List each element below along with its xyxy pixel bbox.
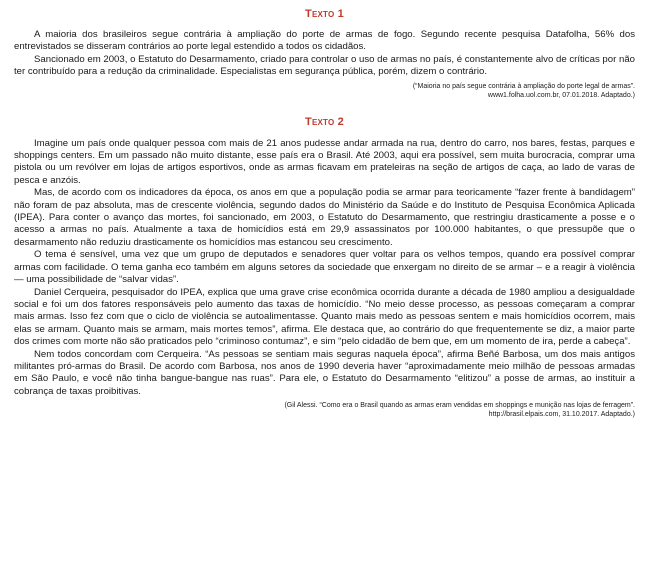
texto2-paragraph-3: O tema é sensível, uma vez que um grupo de deputados e senadores quer voltar para os velhos tempos, quando era possível comprar armas com facilidade. O tema ganha eco também em alguns setores da sociedade que enxergam no direito de se armar – e a reagir à violência — uma possibilidade de “salvar vidas”. xyxy=(14,249,635,286)
texto1-paragraph-1: A maioria dos brasileiros segue contrária à ampliação do porte de armas de fogo. Segundo recente pesquisa Datafolha, 56% dos entrevistados se disseram contrários ao porte legal estendido a todos os cidadãos. xyxy=(14,29,635,53)
texto1-source-line-2: www1.folha.uol.com.br, 07.01.2018. Adaptado.) xyxy=(487,91,635,99)
texto2-paragraph-2: Mas, de acordo com os indicadores da época, os anos em que a população podia se armar para teoricamente “fazer frente à bandidagem” não foram de paz absoluta, mas de crescente violência, segundo dados do Ministério da Saúde e do Instituto de Pesquisa Econômica Aplicada (IPEA). Para conter o avanço das mortes, foi sancionado, em 2003, o Estatuto do Desarmamento, que restringiu drasticamente a posse e o acesso a armas no país. Atualmente a taxa de homicídios está em 29,9 assassinatos por 100.000 habitantes, o que pressupõe que o desarmamento não reduziu drasticamente os homicídios mas estancou seu crescimento. xyxy=(14,187,635,248)
texto1-title xyxy=(14,8,635,20)
texto1-paragraph-2: Sancionado em 2003, o Estatuto do Desarmamento, criado para controlar o uso de armas no país, é constantemente alvo de críticas por não ter contribuído para a redução da criminalidade. Especialistas em segurança pública, porém, dizem o contrário. xyxy=(14,53,635,78)
texto2-paragraph-5: Nem todos concordam com Cerqueira. “As pessoas se sentiam mais seguras naquela época”, afirma Beñé Barbosa, um dos mais antigos militantes pró-armas do Brasil. De acordo com Barbosa, nos anos de 1990 deveria haver “aproximadamente meio milhão de pessoas armadas em São Paulo, e você não tinha bangue-bangue nas ruas”. Para ele, o Estatuto do Desarmamento “elitizou” a posse de armas, ao instituir a cobrança de taxas proibitivas. xyxy=(14,348,635,397)
texto2-source-line-1: (Gil Alessi. “Como era o Brasil quando as armas eram vendidas em shoppings e munição nas lojas de ferragem”. xyxy=(284,402,635,410)
texto2-source xyxy=(14,401,635,419)
texto1-title-text: Texto 1 xyxy=(305,8,344,20)
texto1-body xyxy=(14,29,635,79)
texto1-source xyxy=(14,82,635,100)
texto2-paragraph-1: Imagine um país onde qualquer pessoa com mais de 21 anos pudesse andar armada na rua, dentro do carro, nos bares, festas, parques e shoppings centers. Em um passado não muito distante, esse país era o Brasil. Até 2003, aqui era possível, sem muita burocracia, comprar uma pistola ou um revólver em lojas de artigos esportivos, onde as armas ficavam em prateleiras na seção de artigos de caça, ao lado de varas de pesca e anzóis. xyxy=(14,137,635,186)
texto2-source-line-2: http://brasil.elpais.com, 31.10.2017. Adaptado.) xyxy=(488,411,635,419)
texto2-title-text: Texto 2 xyxy=(305,115,344,128)
texto1-source-line-1: (“Maioria no país segue contrária à ampliação do porte legal de armas”. xyxy=(412,82,635,90)
texto2-body xyxy=(14,138,635,399)
texto2-paragraph-4: Daniel Cerqueira, pesquisador do IPEA, explica que uma grave crise econômica ocorrida durante a década de 1980 ampliou a desigualdade social e foi um dos fatores responsáveis pelo aumento das taxas de homicídio. “No meio desse processo, as pessoas começaram a comprar mais armas. Isso fez com que o ciclo de violência se autoalimentasse. Quanto mais medo as pessoas sentem e mais homicídios ocorrem, mais elas se armam. Quanto mais se armam, mais mortes temos”, afirma. Ele destaca que, ao contrário do que frequentemente se diz, a maior parte dos crimes com morte não são praticados pelo “criminoso contumaz”, e sim “pelo cidadão de bem que, em um momento de ira, perde a cabeça”. xyxy=(14,286,635,348)
texto2-title xyxy=(14,116,635,128)
